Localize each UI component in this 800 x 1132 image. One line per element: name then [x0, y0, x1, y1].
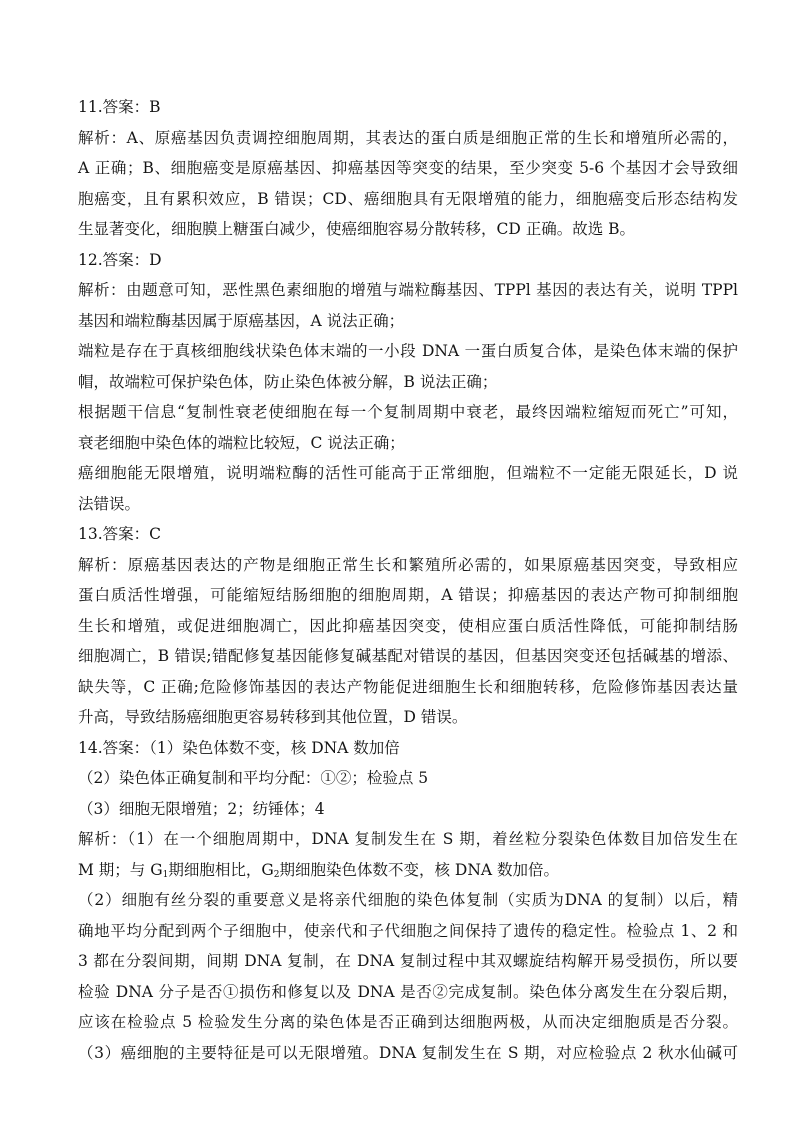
q14-expl2-mid: 期细胞相比，G	[168, 860, 274, 879]
q12-explanation-line-7: 癌细胞能无限增殖，说明端粒酶的活性可能高于正常细胞，但端粒不一定能无限延长，D 说	[78, 464, 738, 482]
q14-answer-part-2: （2）染色体正确复制和平均分配：①②；检验点 5	[78, 769, 429, 787]
g1-subscript: 1	[162, 869, 169, 880]
q13-explanation-line-5: 缺失等，C 正确;危险修饰基因的表达产物能促进细胞生长和细胞转移，危险修饰基因表达量	[78, 677, 738, 696]
q13-answer-heading: 13.答案：C	[78, 525, 162, 543]
q12-answer-heading: 12.答案：D	[78, 250, 162, 269]
q11-explanation-line-3: 胞癌变，且有累积效应，B 错误；CD、癌细胞具有无限增殖的能力，细胞癌变后形态结构发	[78, 189, 738, 208]
q14-expl2-pre: M 期；与 G	[78, 860, 163, 879]
q14-explanation-line-6: 检验 DNA 分子是否①损伤和修复以及 DNA 是否②完成复制。染色体分离发生在分裂后期，	[78, 982, 738, 1001]
q13-explanation-line-1: 解析：原癌基因表达的产物是细胞正常生长和繁殖所必需的，如果原癌基因突变，导致相应	[78, 555, 738, 574]
q12-explanation-line-2: 基因和端粒酶基因属于原癌基因，A 说法正确；	[78, 311, 405, 330]
q14-explanation-line-7: 应该在检验点 5 检验发生分离的染色体是否正确到达细胞两极，从而决定细胞质是否分裂。	[78, 1013, 738, 1031]
q14-explanation-line-1: 解析：（1）在一个细胞周期中，DNA 复制发生在 S 期，着丝粒分裂染色体数目加倍发生在	[78, 830, 738, 848]
q14-explanation-line-5: 3 都在分裂间期，间期 DNA 复制，在 DNA 复制过程中其双螺旋结构解开易受损伤，所以要	[78, 952, 738, 970]
q13-explanation-line-4: 细胞凋亡，B 错误;错配修复基因能修复碱基配对错误的基因，但基因突变还包括碱基的增添、	[78, 647, 738, 665]
q14-answer-part-3: （3）细胞无限增殖；2；纺锤体；4	[78, 799, 325, 818]
q14-explanation-line-8: （3）癌细胞的主要特征是可以无限增殖。DNA 复制发生在 S 期，对应检验点 2 秋水仙碱可	[78, 1043, 738, 1062]
q12-explanation-line-5: 根据题干信息“复制性衰老使细胞在每一个复制周期中衰老，最终因端粒缩短而死亡”可知，	[78, 403, 738, 421]
q13-explanation-line-6: 升高，导致结肠癌细胞更容易转移到其他位置，D 错误。	[78, 708, 468, 726]
q13-explanation-line-3: 生长和增殖，或促进细胞凋亡，因此抑癌基因突变，使相应蛋白质活性降低，可能抑制结肠	[78, 616, 738, 635]
q12-explanation-line-4: 帽，故端粒可保护染色体，防止染色体被分解，B 说法正确；	[78, 372, 498, 391]
q14-explanation-line-3: （2）细胞有丝分裂的重要意义是将亲代细胞的染色体复制（实质为DNA 的复制）以后，精	[78, 891, 738, 909]
q11-explanation-line-4: 生显著变化，细胞膜上糖蛋白减少，使癌细胞容易分散转移，CD 正确。故选 B。	[78, 220, 636, 238]
q14-explanation-line-4: 确地平均分配到两个子细胞中，使亲代和子代细胞之间保持了遗传的稳定性。检验点 1、2 和	[78, 921, 738, 940]
q12-explanation-line-6: 衰老细胞中染色体的端粒比较短，C 说法正确；	[78, 433, 405, 452]
q11-explanation-line-1: 解析：A、原癌基因负责调控细胞周期，其表达的蛋白质是细胞正常的生长和增殖所必需的，	[78, 128, 738, 147]
q14-expl2-post: 期细胞染色体数不变，核 DNA 数加倍。	[279, 860, 560, 879]
q14-explanation-line-2	[78, 855, 738, 886]
q12-explanation-line-1: 解析：由题意可知，恶性黑色素细胞的增殖与端粒酶基因、TPPl 基因的表达有关，说明 TPPl	[78, 281, 738, 299]
g2-subscript: 2	[273, 869, 280, 880]
q11-explanation-line-2: A 正确；B、细胞癌变是原癌基因、抑癌基因等突变的结果，至少突变 5-6 个基因才会导致细	[78, 159, 738, 177]
q14-answer-heading: 14.答案：（1）染色体数不变，核 DNA 数加倍	[78, 738, 400, 757]
q13-explanation-line-2: 蛋白质活性增强，可能缩短结肠细胞的细胞周期，A 错误；抑癌基因的表达产物可抑制细胞	[78, 586, 738, 604]
q11-answer-heading: 11.答案：B	[78, 98, 161, 116]
q12-explanation-line-3: 端粒是存在于真核细胞线状染色体末端的一小段 DNA 一蛋白质复合体，是染色体末端的保护	[78, 342, 738, 360]
q12-explanation-line-8: 法错误。	[78, 494, 141, 513]
